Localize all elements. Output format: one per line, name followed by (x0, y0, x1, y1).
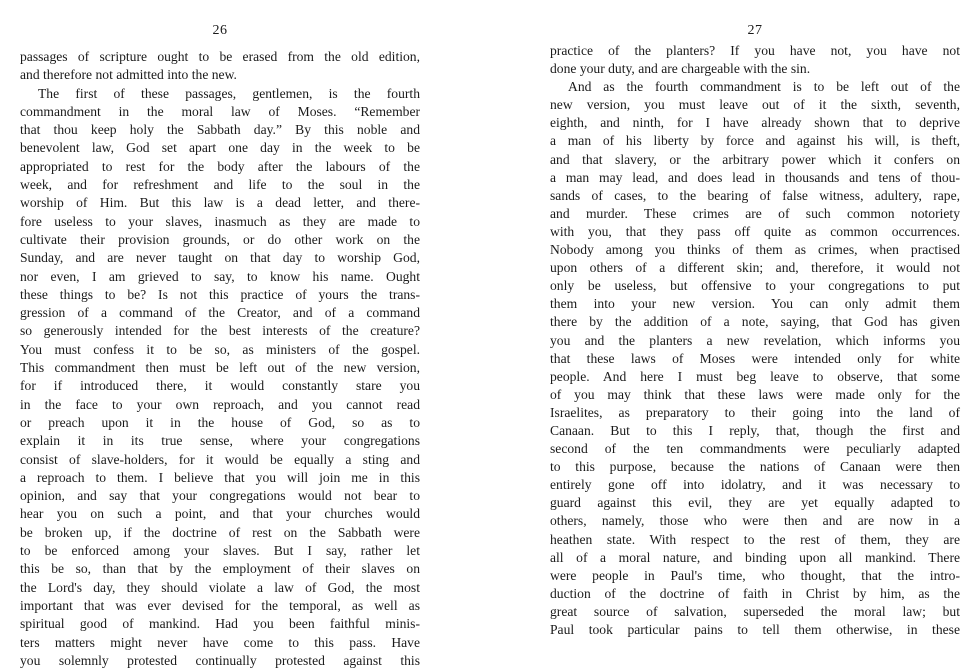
text-line: for if introduced there, it would constantly stare you (20, 378, 420, 394)
text-line: The first of these passages, gentlemen, is the fourth (38, 85, 420, 101)
text-line: Nobody among you thinks of them as crimes, when practised (550, 242, 960, 258)
text-line: so generously intended for the best interests of the creature? (20, 323, 420, 339)
text-line: gression of a command of the Creator, and of a command (20, 305, 420, 321)
text-line: there by the addition of a note, saying, that God has given (550, 314, 960, 330)
text-line: commandment in the moral law of Moses. “Remember (20, 103, 420, 119)
text-line: fore useless to your slaves, inasmuch as they are made to (20, 213, 420, 229)
text-line: these things to be? Is not this practice of yours the trans- (20, 286, 420, 302)
text-line: and that slavery, or the arbitrary power which it confers on (550, 151, 960, 167)
text-line: to this purpose, because the nations of Canaan were then (550, 459, 960, 475)
text-line: guard against this evil, they are yet equally adapted to (550, 495, 960, 511)
text-line: be broken up, if the doctrine of rest on the Sabbath were (20, 524, 420, 540)
text-line: important that was ever devised for the temporal, as well as (20, 597, 420, 613)
text-line: second of the ten commandments were peculiarly adapted (550, 441, 960, 457)
text-line: passages of scripture ought to be erased from the old edition, (20, 49, 420, 64)
text-line: nor even, I am grieved to say, to know his name. Ought (20, 268, 420, 284)
text-line: duction of the doctrine of faith in Christ by him, as the (550, 585, 960, 601)
text-line: or preach upon it in the house of God, so as to (20, 414, 420, 430)
text-line: great source of salvation, superseded the moral law; but (550, 603, 960, 619)
right-page-text (550, 42, 960, 639)
left-page (20, 0, 420, 668)
text-line: sands of cases, to the bearing of false witness, adultery, rape, (550, 187, 960, 203)
text-line: explain it in its true sense, where your congregations (20, 433, 420, 449)
text-line: appropriated to rest for the body after the labours of the (20, 158, 420, 174)
text-line: consist of slave-holders, for it would be equally a sting and (20, 451, 420, 467)
text-line: to be enforced among your slaves. But I say, rather let (20, 543, 420, 559)
text-line: hear you on such a point, and that your churches would (20, 506, 420, 522)
text-line: This commandment then must be left out of the new version, (20, 360, 420, 376)
text-line: Israelites, as preparatory to their going into the land of (550, 404, 960, 420)
page-number-left: 26 (212, 23, 228, 38)
text-line: Paul took particular pains to tell them otherwise, in these (550, 622, 960, 637)
text-line: others, namely, those who were then and are now in a (550, 513, 960, 529)
text-line: and murder. These crimes are of such common notoriety (550, 205, 960, 221)
text-line: spiritual good of mankind. Had you been faithful minis- (20, 616, 420, 632)
left-page-text (20, 48, 420, 670)
text-line: and therefore not admitted into the new. (20, 67, 237, 83)
text-line: in the face to your own reproach, and you cannot read (20, 396, 420, 412)
text-line: benevolent law, God set apart one day in the week to be (20, 140, 420, 156)
text-line: a man may lead, and does lead in thousands and tens of thou- (550, 169, 960, 185)
text-line: opinion, and say that your congregations would not bear to (20, 488, 420, 504)
page-number-right: 27 (747, 23, 763, 38)
text-line: Sunday, and are never taught on that day to worship God, (20, 250, 420, 266)
text-line: new version, you must leave out of it the sixth, seventh, (550, 97, 960, 113)
text-line: practice of the planters? If you have not, you have not (550, 43, 960, 58)
text-line: Canaan. But to this I reply, that, though the first and (550, 422, 960, 438)
text-line: And as the fourth commandment is to be left out of the (568, 79, 960, 95)
text-line: entirely gone off into idolatry, and it was necessary to (550, 477, 960, 493)
text-line: of you may think that these laws were made only for the (550, 386, 960, 402)
text-line: them into your new version. You can only admit them (550, 296, 960, 312)
text-line: eighth, and ninth, for I have already shown that to deprive (550, 115, 960, 131)
text-line: cultivate their provision grounds, or do other work on the (20, 231, 420, 247)
text-line: people. And here I must beg leave to observe, that some (550, 368, 960, 384)
text-line: You must confess it to be so, as ministers of the gospel. (20, 341, 420, 357)
text-line: that thou keep holy the Sabbath day.” By this noble and (20, 122, 420, 138)
text-line: a man of his liberty by force and against his will, is theft, (550, 133, 960, 149)
right-page (550, 0, 960, 646)
text-line: this be so, than that by the employment of their slaves on (20, 561, 420, 577)
text-line: upon others of a different skin; and, therefore, it would not (550, 260, 960, 276)
text-line: with you, that they pass off quite as common occurrences. (550, 223, 960, 239)
text-line: you and the planters a new revelation, which informs you (550, 332, 960, 348)
text-line: done your duty, and are chargeable with the sin. (550, 61, 811, 77)
text-line: worship of Him. But this law is a dead letter, and there- (20, 195, 420, 211)
text-line: a reproach to them. I believe that you will join me in this (20, 469, 420, 485)
text-line: week, and for refreshment and life to the soul in the (20, 177, 420, 193)
text-line: all of a moral nature, and binding upon all mankind. There (550, 549, 960, 565)
text-line: only be useless, but offensive to your congregations to put (550, 278, 960, 294)
text-line: ters matters might never have come to this pass. Have (20, 634, 420, 650)
text-line: you solemnly protested continually protested against this (20, 652, 420, 668)
text-line: the Lord's day, they should violate a law of God, the most (20, 579, 420, 595)
text-line: were people in Paul's time, who thought, that the intro- (550, 567, 960, 583)
text-line: heathen state. With respect to the rest of them, they are (550, 531, 960, 547)
text-line: that these laws of Moses were intended only for white (550, 350, 960, 366)
